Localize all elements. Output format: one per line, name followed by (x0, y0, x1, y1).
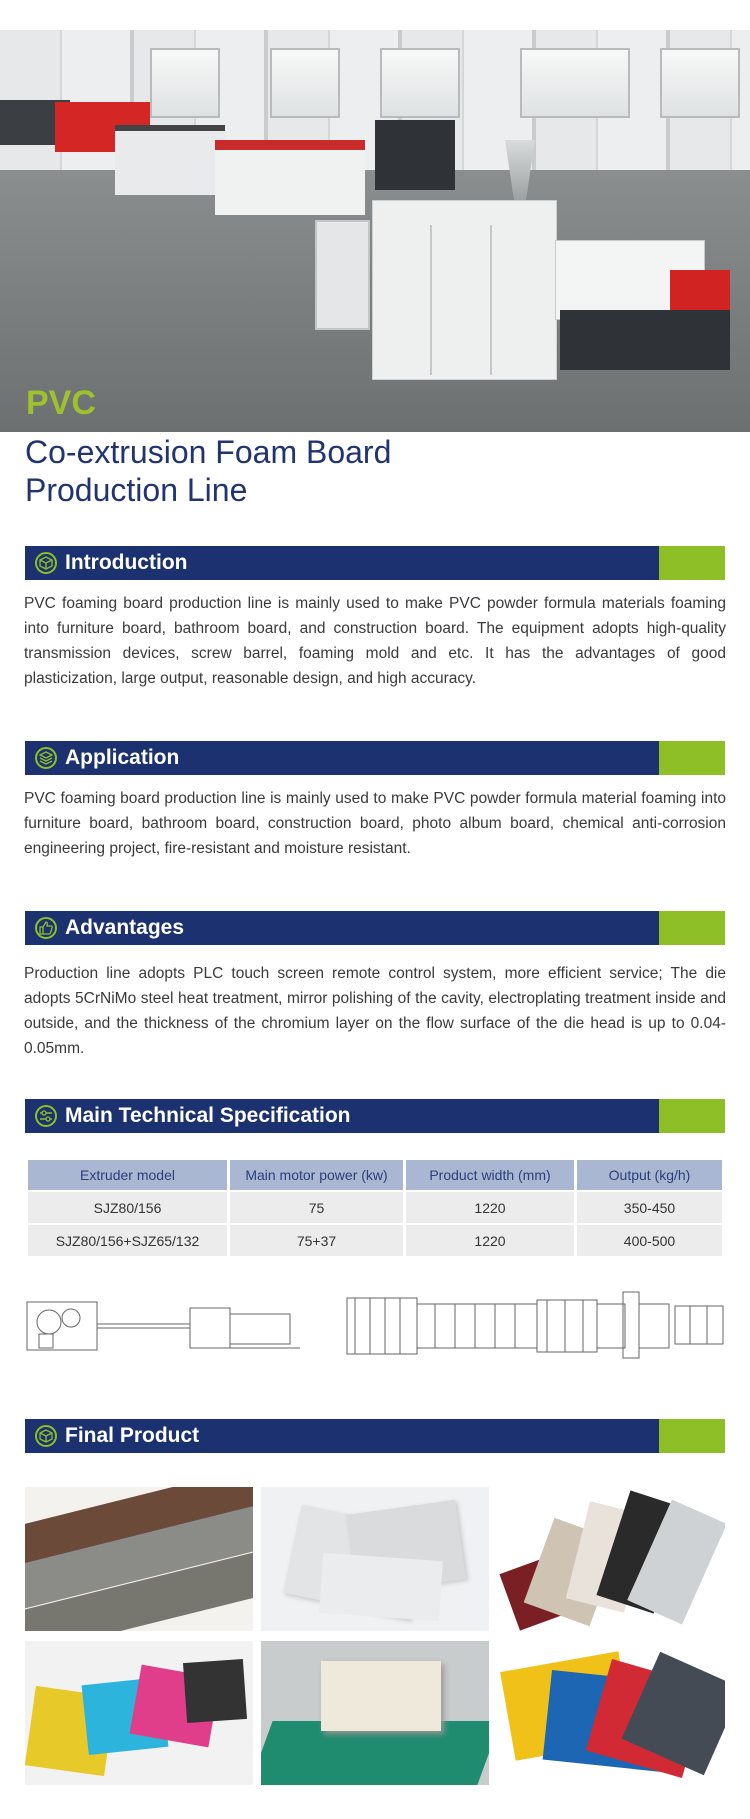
machine-haul-off (215, 140, 365, 215)
cabinet-divider (490, 225, 492, 375)
product-image-printed-boxes (25, 1641, 253, 1785)
table-cell: 1220 (406, 1192, 574, 1223)
table-cell: SJZ80/156 (28, 1192, 227, 1223)
diagram-stacker (675, 1306, 723, 1344)
diagram-die (190, 1308, 230, 1348)
table-cell: 75 (230, 1192, 403, 1223)
introduction-text: PVC foaming board production line is mainly used to make PVC powder formula materials foaming into furniture board, bathroom board, and construction board. The equipment adopts high-quality transmission devices, screw barrel, foaming mold and etc. It has the advantages of good plasticization, large output, reasonable design, and high accuracy. (24, 595, 726, 687)
column-header: Output (kg/h) (577, 1160, 722, 1190)
section-title: Advantages (65, 916, 185, 939)
extruder-motor (670, 270, 730, 315)
product-image-wood-grain-boards (25, 1487, 253, 1631)
section-title: Main Technical Specification (65, 1104, 351, 1127)
section-header-advantages (25, 911, 725, 945)
production-line-diagram (25, 1290, 725, 1360)
factory-window (150, 48, 220, 118)
column-header: Extruder model (28, 1160, 227, 1190)
section-header-application (25, 741, 725, 775)
extruder-base (560, 310, 730, 370)
diagram-motor (37, 1310, 61, 1334)
factory-window (520, 48, 630, 118)
header-accent (659, 741, 725, 775)
product-image-white-sheets (261, 1487, 489, 1631)
table-cell: 75+37 (230, 1225, 403, 1256)
title-line-1: Co-extrusion Foam Board (25, 434, 392, 470)
factory-window (380, 48, 460, 118)
section-header-specification (25, 1099, 725, 1133)
diagram-haul-off (537, 1300, 597, 1352)
layers-icon (35, 747, 57, 769)
cabinet-divider (430, 225, 432, 375)
table-row (28, 1192, 722, 1223)
thumbs-up-icon (35, 917, 57, 939)
spec-table (25, 1158, 725, 1258)
section-title: Final Product (65, 1424, 200, 1447)
hero-photo (0, 30, 750, 432)
sliders-icon (35, 1105, 57, 1127)
electric-cabinet (372, 200, 557, 380)
section-title: Introduction (65, 551, 188, 574)
header-accent (659, 546, 725, 580)
table-cell: 400-500 (577, 1225, 722, 1256)
section-header-introduction (25, 546, 725, 580)
page-title (25, 433, 585, 509)
application-text: PVC foaming board production line is mainly used to make PVC powder formula material foaming into furniture board, bathroom board, construction board, photo album board, chemical anti-corrosion engineering project, fire-resistant and moisture resistant. (24, 790, 726, 857)
diagram-calibrator (347, 1298, 417, 1354)
column-header: Product width (mm) (406, 1160, 574, 1190)
chiller-unit (375, 120, 455, 190)
table-header-row (28, 1160, 722, 1190)
table-cell: 350-450 (577, 1192, 722, 1223)
title-line-2: Production Line (25, 472, 248, 508)
box-icon (35, 1425, 57, 1447)
header-accent (659, 1099, 725, 1133)
machine-block (115, 125, 225, 195)
product-image-color-swatches (497, 1487, 725, 1631)
section-header-final-product (25, 1419, 725, 1453)
hero-pvc-tag: PVC (26, 384, 96, 422)
factory-window (270, 48, 340, 118)
column-header: Main motor power (kw) (230, 1160, 403, 1190)
table-row (28, 1225, 722, 1256)
control-panel (315, 220, 370, 330)
table-cell: SJZ80/156+SJZ65/132 (28, 1225, 227, 1256)
factory-window (660, 48, 740, 118)
advantages-text: Production line adopts PLC touch screen remote control system, more efficient service; The die adopts 5CrNiMo steel heat treatment, mirror polishing of the cavity, electroplating treatment inside and outside, and the thickness of the chromium layer on the flow surface of the die head is up to 0.04-0.05mm. (24, 965, 726, 1057)
header-accent (659, 1419, 725, 1453)
table-cell: 1220 (406, 1225, 574, 1256)
section-title: Application (65, 746, 180, 769)
header-accent (659, 911, 725, 945)
product-image-foam-blocks (261, 1641, 489, 1785)
cube-icon (35, 552, 57, 574)
product-image-colored-sheets (497, 1641, 725, 1785)
